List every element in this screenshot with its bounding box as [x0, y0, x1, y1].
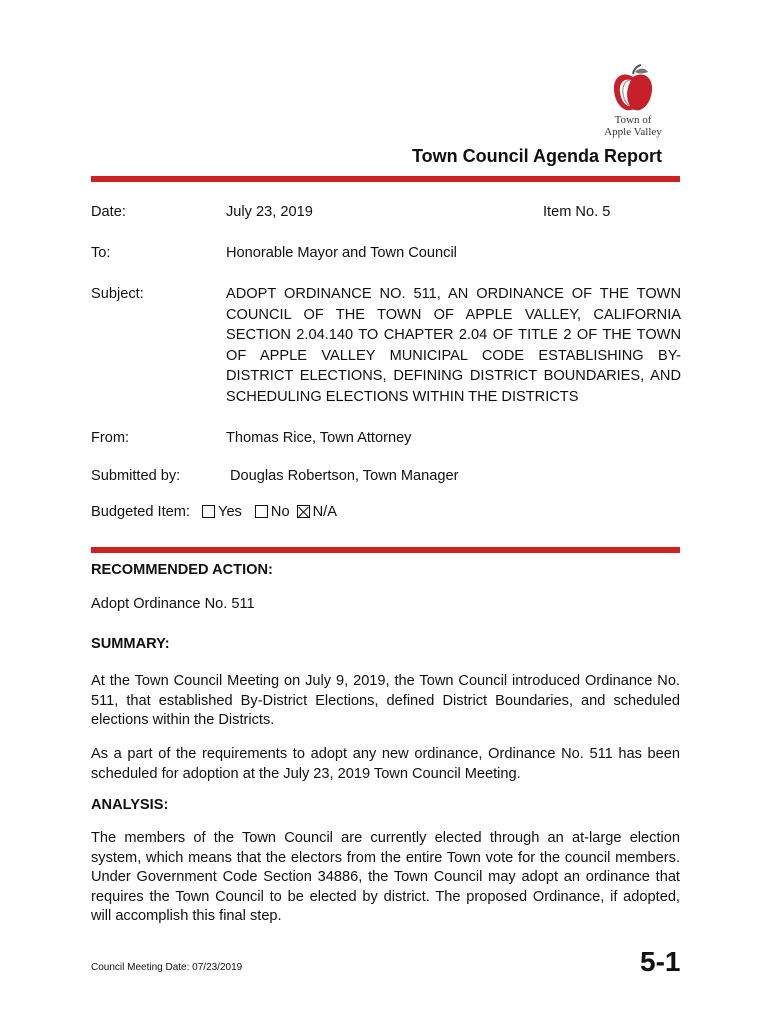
subject-line: SCHEDULING ELECTIONS WITHIN THE DISTRICTS	[226, 388, 579, 405]
subject-label: Subject:	[91, 286, 144, 302]
subject-line: OF APPLE VALLEY MUNICIPAL CODE ESTABLISHING BY-	[226, 347, 681, 364]
subject-line: SECTION 2.04.140 TO CHAPTER 2.04 OF TITLE 2 OF THE TOWN	[226, 327, 681, 343]
recommended-action-text: Adopt Ordinance No. 511	[91, 596, 255, 612]
date-value: July 23, 2019	[226, 204, 313, 220]
logo-line-1: Town of	[614, 114, 652, 126]
item-number: Item No. 5	[543, 204, 611, 220]
subject-line: ADOPT ORDINANCE NO. 511, AN ORDINANCE OF THE TOWN	[226, 286, 681, 302]
subject-text	[226, 284, 681, 407]
analysis-paragraph: The members of the Town Council are currently elected through an at-large election system, which means that the electors from the entire Town vote for the council members. Under Government Code Section 34886, the Town Council may adopt an ordinance that requires the Town Council to be elected by district. The proposed Ordinance, if adopted, will accomplish this final step.	[91, 830, 680, 924]
from-value: Thomas Rice, Town Attorney	[226, 430, 412, 446]
recommended-action-heading: RECOMMENDED ACTION:	[91, 562, 273, 578]
town-logo	[598, 64, 668, 138]
submitted-by-value: Douglas Robertson, Town Manager	[230, 468, 459, 484]
summary-paragraph: At the Town Council Meeting on July 9, 2019, the Town Council introduced Ordinance No. 511, that established By-District Elections, defined District Boundaries, and scheduled elections within the Districts.	[91, 673, 680, 728]
subject-line: DISTRICT ELECTIONS, DEFINING DISTRICT BOUNDARIES, AND	[226, 368, 681, 384]
checkbox-yes-label: Yes	[218, 504, 242, 520]
summary-paragraph: As a part of the requirements to adopt any new ordinance, Ordinance No. 511 has been scheduled for adoption at the July 23, 2019 Town Council Meeting.	[91, 746, 680, 782]
checkbox-na-label: N/A	[312, 504, 337, 520]
apple-logo-icon	[610, 64, 656, 114]
checkbox-no[interactable]	[255, 505, 268, 518]
analysis-heading: ANALYSIS:	[91, 797, 169, 813]
date-label: Date:	[91, 204, 126, 220]
to-label: To:	[91, 245, 111, 261]
budgeted-item-row	[91, 504, 337, 520]
from-label: From:	[91, 430, 130, 446]
to-value: Honorable Mayor and Town Council	[226, 245, 457, 261]
checkbox-no-label: No	[270, 504, 290, 520]
summary-heading: SUMMARY:	[91, 636, 170, 652]
page-number: 5-1	[640, 946, 681, 977]
budgeted-item-label: Budgeted Item:	[91, 504, 190, 520]
section-divider	[91, 547, 680, 553]
header-divider	[91, 176, 680, 182]
logo-line-2: Apple Valley	[604, 126, 662, 138]
footer-meeting-date: Council Meeting Date: 07/23/2019	[91, 962, 243, 973]
checkbox-yes[interactable]	[202, 505, 215, 518]
submitted-by-label: Submitted by:	[91, 468, 181, 484]
subject-line: COUNCIL OF THE TOWN OF APPLE VALLEY, CALIFORNIA	[226, 306, 681, 323]
checkbox-na[interactable]	[297, 505, 310, 518]
report-title: Town Council Agenda Report	[412, 146, 662, 166]
